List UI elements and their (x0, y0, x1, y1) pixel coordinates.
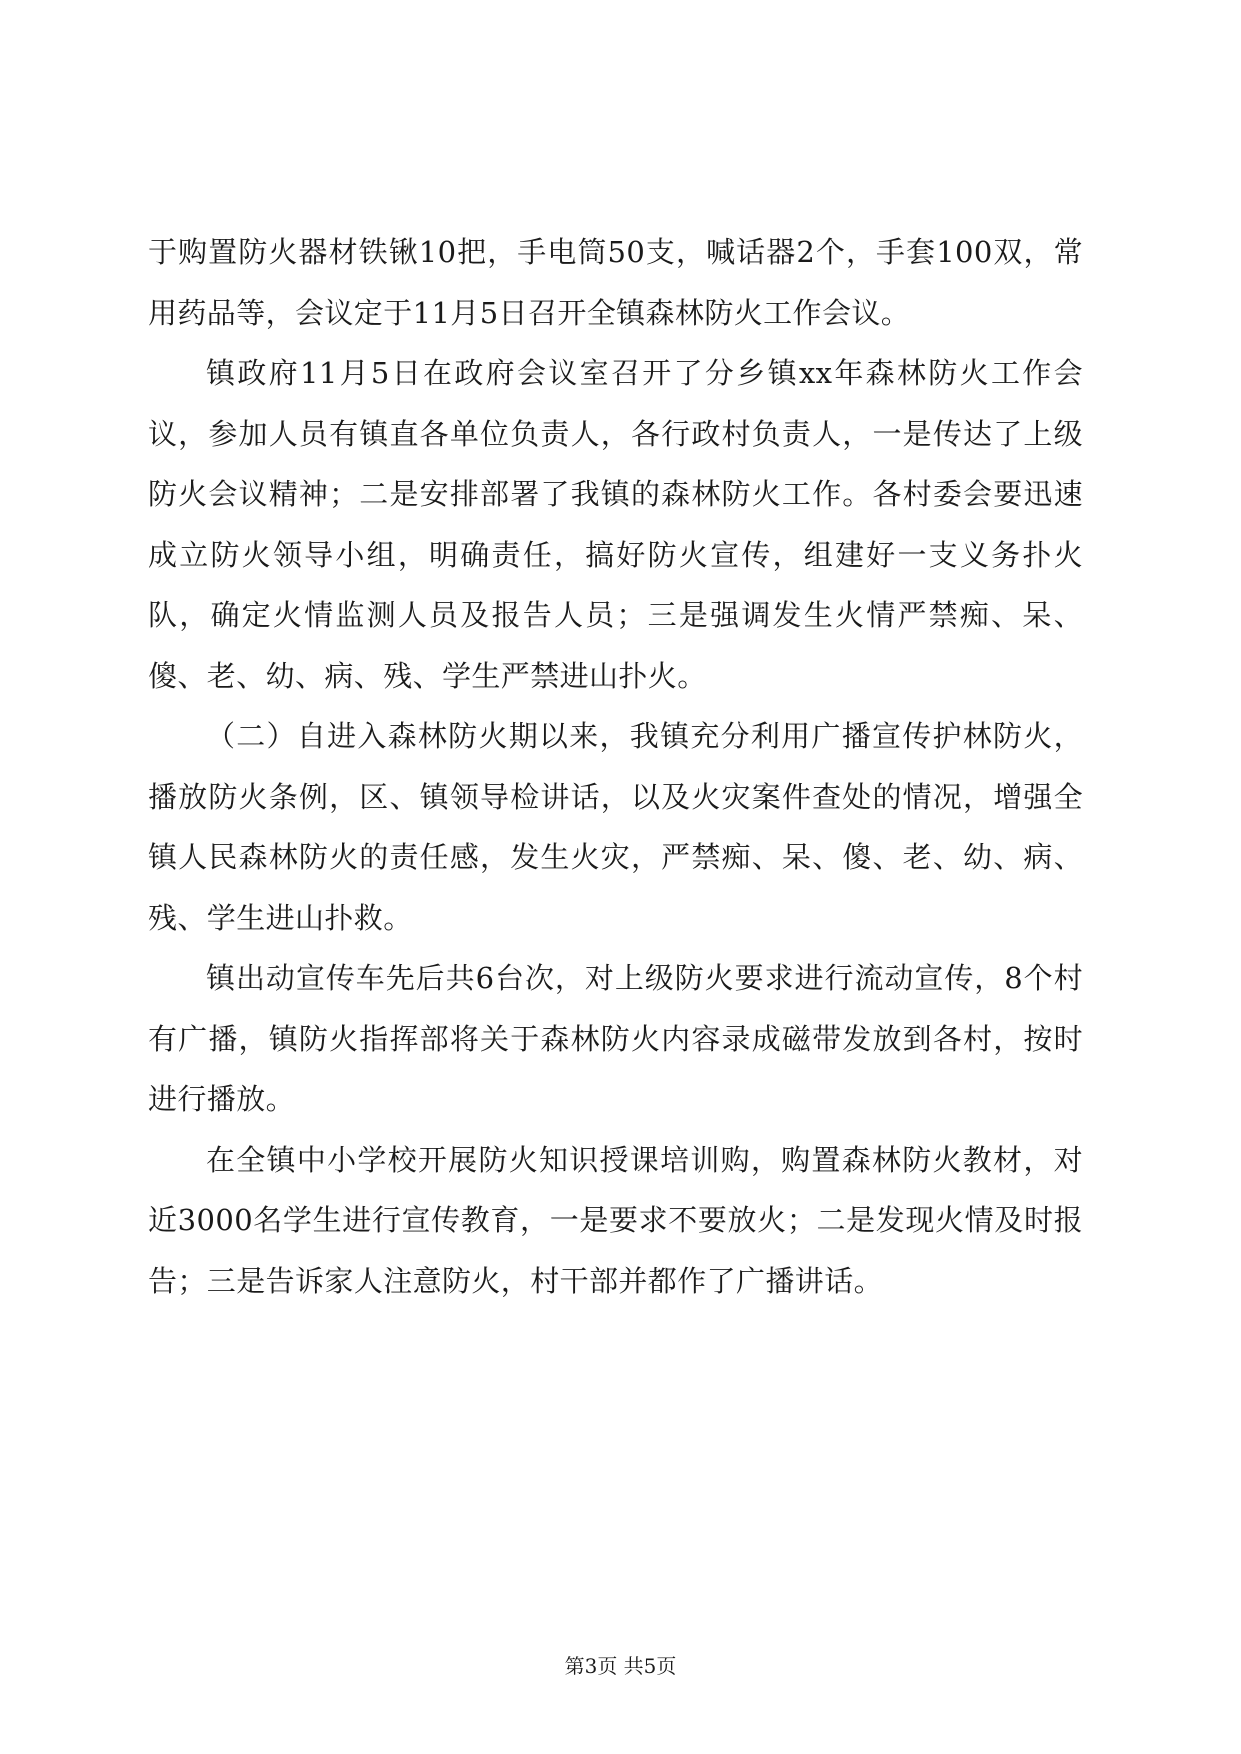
page-number-footer: 第3页 共5页 (564, 1654, 677, 1678)
document-body (148, 222, 1083, 1311)
paragraph-3: （二）自进入森林防火期以来，我镇充分利用广播宣传护林防火，播放防火条例，区、镇领导检讲话，以及火灾案件查处的情况，增强全镇人民森林防火的责任感，发生火灾，严禁痴、呆、傻、老、幼、病、残、学生进山扑救。 (148, 719, 1083, 935)
paragraph-2: 镇政府11月5日在政府会议室召开了分乡镇xx年森林防火工作会议，参加人员有镇直各单位负责人，各行政村负责人，一是传达了上级防火会议精神；二是安排部署了我镇的森林防火工作。各村委会要迅速成立防火领导小组，明确责任，搞好防火宣传，组建好一支义务扑火队，确定火情监测人员及报告人员；三是强调发生火情严禁痴、呆、傻、老、幼、病、残、学生严禁进山扑火。 (148, 356, 1083, 693)
paragraph-4: 镇出动宣传车先后共6台次，对上级防火要求进行流动宣传，8个村有广播，镇防火指挥部将关于森林防火内容录成磁带发放到各村，按时进行播放。 (148, 961, 1083, 1116)
paragraph-1: 于购置防火器材铁锹10把，手电筒50支，喊话器2个，手套100双，常用药品等，会议定于11月5日召开全镇森林防火工作会议。 (148, 235, 1083, 330)
paragraph-5: 在全镇中小学校开展防火知识授课培训购，购置森林防火教材，对近3000名学生进行宣传教育，一是要求不要放火；二是发现火情及时报告；三是告诉家人注意防火，村干部并都作了广播讲话。 (148, 1142, 1083, 1298)
